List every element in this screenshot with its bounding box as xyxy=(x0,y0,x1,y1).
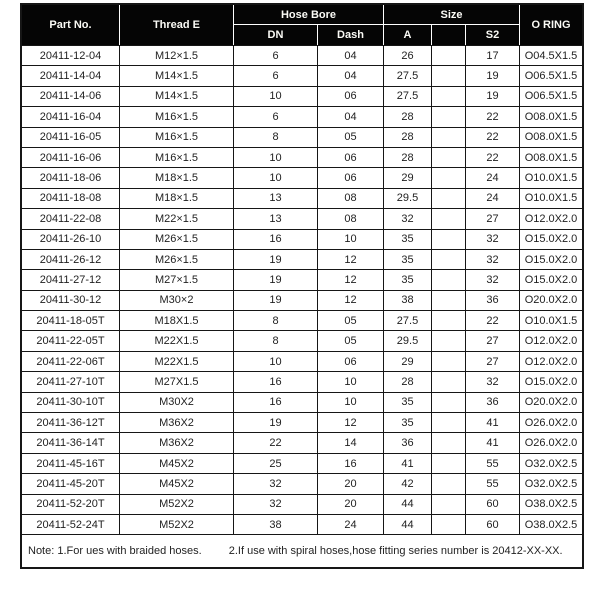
cell-dn: 13 xyxy=(234,188,318,208)
table-row xyxy=(22,229,582,249)
cell-o_ring: O08.0X1.5 xyxy=(520,147,582,167)
cell-a: 26 xyxy=(384,45,432,65)
cell-size_mid xyxy=(432,45,466,65)
cell-o_ring: O20.0X2.0 xyxy=(520,290,582,310)
cell-a: 44 xyxy=(384,514,432,534)
cell-part_no: 20411-36-14T xyxy=(22,432,120,452)
cell-size_mid xyxy=(432,127,466,147)
cell-dash: 05 xyxy=(318,330,384,350)
table-row xyxy=(22,330,582,350)
cell-part_no: 20411-26-12 xyxy=(22,249,120,269)
cell-dash: 10 xyxy=(318,229,384,249)
cell-s2: 19 xyxy=(466,86,520,106)
cell-a: 28 xyxy=(384,127,432,147)
header-dn: DN xyxy=(234,25,318,45)
cell-a: 44 xyxy=(384,494,432,514)
cell-o_ring: O04.5X1.5 xyxy=(520,45,582,65)
cell-size_mid xyxy=(432,249,466,269)
table-row xyxy=(22,290,582,310)
cell-dash: 10 xyxy=(318,371,384,391)
cell-s2: 55 xyxy=(466,473,520,493)
cell-dash: 12 xyxy=(318,249,384,269)
cell-o_ring: O15.0X2.0 xyxy=(520,249,582,269)
table-row xyxy=(22,310,582,330)
table-row xyxy=(22,65,582,85)
cell-part_no: 20411-16-04 xyxy=(22,106,120,126)
cell-size_mid xyxy=(432,229,466,249)
cell-part_no: 20411-18-08 xyxy=(22,188,120,208)
cell-o_ring: O08.0X1.5 xyxy=(520,106,582,126)
cell-part_no: 20411-14-04 xyxy=(22,65,120,85)
cell-s2: 55 xyxy=(466,453,520,473)
header-size-mid xyxy=(432,25,466,45)
cell-s2: 22 xyxy=(466,106,520,126)
table-row xyxy=(22,432,582,452)
cell-o_ring: O38.0X2.5 xyxy=(520,494,582,514)
cell-dash: 06 xyxy=(318,147,384,167)
cell-part_no: 20411-18-05T xyxy=(22,310,120,330)
cell-dn: 6 xyxy=(234,45,318,65)
table-row xyxy=(22,494,582,514)
cell-dash: 14 xyxy=(318,432,384,452)
cell-o_ring: O15.0X2.0 xyxy=(520,269,582,289)
cell-thread_e: M30X2 xyxy=(120,392,234,412)
cell-dash: 16 xyxy=(318,453,384,473)
cell-thread_e: M16×1.5 xyxy=(120,106,234,126)
header-s2: S2 xyxy=(466,25,520,45)
cell-o_ring: O20.0X2.0 xyxy=(520,392,582,412)
note-item-2: 2.If use with spiral hoses,hose fitting series number is 20412-XX-XX. xyxy=(228,545,563,558)
table-row xyxy=(22,208,582,228)
note-row xyxy=(22,534,582,567)
cell-dn: 32 xyxy=(234,494,318,514)
cell-thread_e: M26×1.5 xyxy=(120,229,234,249)
cell-size_mid xyxy=(432,65,466,85)
cell-dash: 04 xyxy=(318,65,384,85)
cell-a: 27.5 xyxy=(384,86,432,106)
cell-o_ring: O15.0X2.0 xyxy=(520,371,582,391)
cell-a: 35 xyxy=(384,269,432,289)
cell-part_no: 20411-30-10T xyxy=(22,392,120,412)
cell-part_no: 20411-45-16T xyxy=(22,453,120,473)
cell-dn: 32 xyxy=(234,473,318,493)
cell-o_ring: O12.0X2.0 xyxy=(520,351,582,371)
hose-fitting-spec-table xyxy=(20,3,584,569)
table-row xyxy=(22,269,582,289)
cell-dash: 10 xyxy=(318,392,384,412)
cell-part_no: 20411-14-06 xyxy=(22,86,120,106)
cell-s2: 32 xyxy=(466,229,520,249)
cell-o_ring: O38.0X2.5 xyxy=(520,514,582,534)
cell-thread_e: M18×1.5 xyxy=(120,188,234,208)
cell-a: 27.5 xyxy=(384,310,432,330)
header-o-ring: O RING xyxy=(520,5,582,45)
cell-o_ring: O06.5X1.5 xyxy=(520,65,582,85)
cell-thread_e: M22×1.5 xyxy=(120,208,234,228)
cell-part_no: 20411-52-24T xyxy=(22,514,120,534)
cell-part_no: 20411-12-04 xyxy=(22,45,120,65)
cell-dn: 19 xyxy=(234,269,318,289)
cell-size_mid xyxy=(432,208,466,228)
header-part-no: Part No. xyxy=(22,5,120,45)
cell-dn: 10 xyxy=(234,86,318,106)
cell-a: 27.5 xyxy=(384,65,432,85)
cell-size_mid xyxy=(432,412,466,432)
cell-thread_e: M18×1.5 xyxy=(120,167,234,187)
header-a: A xyxy=(384,25,432,45)
cell-thread_e: M52X2 xyxy=(120,494,234,514)
cell-thread_e: M36X2 xyxy=(120,412,234,432)
cell-size_mid xyxy=(432,290,466,310)
cell-dn: 25 xyxy=(234,453,318,473)
cell-o_ring: O12.0X2.0 xyxy=(520,330,582,350)
cell-dn: 16 xyxy=(234,229,318,249)
cell-dn: 19 xyxy=(234,412,318,432)
cell-dash: 06 xyxy=(318,351,384,371)
cell-part_no: 20411-26-10 xyxy=(22,229,120,249)
table-row xyxy=(22,392,582,412)
cell-a: 35 xyxy=(384,249,432,269)
cell-dash: 12 xyxy=(318,269,384,289)
table-row xyxy=(22,188,582,208)
cell-s2: 32 xyxy=(466,269,520,289)
cell-thread_e: M22X1.5 xyxy=(120,351,234,371)
cell-part_no: 20411-30-12 xyxy=(22,290,120,310)
cell-thread_e: M12×1.5 xyxy=(120,45,234,65)
note-cell xyxy=(22,534,582,567)
cell-s2: 19 xyxy=(466,65,520,85)
table-row xyxy=(22,412,582,432)
cell-thread_e: M27X1.5 xyxy=(120,371,234,391)
cell-o_ring: O32.0X2.5 xyxy=(520,453,582,473)
cell-a: 29 xyxy=(384,351,432,371)
cell-s2: 22 xyxy=(466,310,520,330)
cell-part_no: 20411-22-08 xyxy=(22,208,120,228)
cell-a: 36 xyxy=(384,432,432,452)
cell-dash: 04 xyxy=(318,45,384,65)
cell-dn: 6 xyxy=(234,106,318,126)
note-item-1: 1.For ues with braided hoses. xyxy=(57,545,202,558)
cell-dn: 38 xyxy=(234,514,318,534)
cell-o_ring: O10.0X1.5 xyxy=(520,310,582,330)
cell-s2: 32 xyxy=(466,249,520,269)
cell-s2: 60 xyxy=(466,514,520,534)
cell-dn: 10 xyxy=(234,351,318,371)
cell-dn: 16 xyxy=(234,392,318,412)
table-footer xyxy=(22,534,582,567)
table-row xyxy=(22,351,582,371)
cell-s2: 32 xyxy=(466,371,520,391)
cell-part_no: 20411-22-06T xyxy=(22,351,120,371)
table-row xyxy=(22,473,582,493)
cell-s2: 24 xyxy=(466,167,520,187)
cell-size_mid xyxy=(432,167,466,187)
cell-dn: 10 xyxy=(234,167,318,187)
cell-dash: 05 xyxy=(318,127,384,147)
cell-o_ring: O06.5X1.5 xyxy=(520,86,582,106)
table-row xyxy=(22,45,582,65)
cell-dn: 19 xyxy=(234,290,318,310)
cell-size_mid xyxy=(432,371,466,391)
cell-a: 41 xyxy=(384,453,432,473)
cell-size_mid xyxy=(432,432,466,452)
cell-dash: 24 xyxy=(318,514,384,534)
cell-o_ring: O26.0X2.0 xyxy=(520,432,582,452)
cell-thread_e: M52X2 xyxy=(120,514,234,534)
cell-s2: 22 xyxy=(466,147,520,167)
cell-s2: 36 xyxy=(466,290,520,310)
cell-size_mid xyxy=(432,106,466,126)
cell-s2: 27 xyxy=(466,208,520,228)
cell-a: 38 xyxy=(384,290,432,310)
cell-thread_e: M27×1.5 xyxy=(120,269,234,289)
cell-dn: 13 xyxy=(234,208,318,228)
cell-thread_e: M26×1.5 xyxy=(120,249,234,269)
header-group-row xyxy=(22,5,582,25)
cell-o_ring: O32.0X2.5 xyxy=(520,473,582,493)
cell-dash: 08 xyxy=(318,208,384,228)
cell-size_mid xyxy=(432,392,466,412)
cell-dash: 20 xyxy=(318,494,384,514)
cell-o_ring: O10.0X1.5 xyxy=(520,167,582,187)
cell-dash: 06 xyxy=(318,167,384,187)
header-hose-bore: Hose Bore xyxy=(234,5,384,25)
cell-thread_e: M16×1.5 xyxy=(120,147,234,167)
cell-dn: 22 xyxy=(234,432,318,452)
cell-size_mid xyxy=(432,188,466,208)
cell-a: 32 xyxy=(384,208,432,228)
cell-size_mid xyxy=(432,351,466,371)
cell-dash: 06 xyxy=(318,86,384,106)
header-thread-e: Thread E xyxy=(120,5,234,45)
cell-dash: 12 xyxy=(318,290,384,310)
cell-dn: 6 xyxy=(234,65,318,85)
cell-a: 35 xyxy=(384,229,432,249)
table-header xyxy=(22,5,582,45)
cell-thread_e: M14×1.5 xyxy=(120,65,234,85)
table-row xyxy=(22,453,582,473)
table-row xyxy=(22,514,582,534)
cell-dash: 05 xyxy=(318,310,384,330)
cell-a: 35 xyxy=(384,392,432,412)
table-row xyxy=(22,147,582,167)
cell-size_mid xyxy=(432,473,466,493)
cell-o_ring: O10.0X1.5 xyxy=(520,188,582,208)
cell-size_mid xyxy=(432,514,466,534)
cell-a: 29.5 xyxy=(384,188,432,208)
table-row xyxy=(22,106,582,126)
table-row xyxy=(22,249,582,269)
table-row xyxy=(22,371,582,391)
cell-dash: 04 xyxy=(318,106,384,126)
header-size: Size xyxy=(384,5,520,25)
cell-s2: 22 xyxy=(466,127,520,147)
cell-part_no: 20411-36-12T xyxy=(22,412,120,432)
cell-dn: 8 xyxy=(234,310,318,330)
cell-o_ring: O08.0X1.5 xyxy=(520,127,582,147)
cell-size_mid xyxy=(432,310,466,330)
cell-part_no: 20411-18-06 xyxy=(22,167,120,187)
cell-thread_e: M45X2 xyxy=(120,453,234,473)
table-row xyxy=(22,86,582,106)
cell-s2: 27 xyxy=(466,351,520,371)
cell-thread_e: M14×1.5 xyxy=(120,86,234,106)
cell-a: 42 xyxy=(384,473,432,493)
cell-dn: 8 xyxy=(234,330,318,350)
cell-dash: 08 xyxy=(318,188,384,208)
cell-o_ring: O26.0X2.0 xyxy=(520,412,582,432)
header-dash: Dash xyxy=(318,25,384,45)
cell-part_no: 20411-16-06 xyxy=(22,147,120,167)
cell-a: 29 xyxy=(384,167,432,187)
cell-size_mid xyxy=(432,86,466,106)
cell-dash: 20 xyxy=(318,473,384,493)
cell-part_no: 20411-22-05T xyxy=(22,330,120,350)
cell-s2: 41 xyxy=(466,432,520,452)
cell-dn: 19 xyxy=(234,249,318,269)
cell-a: 35 xyxy=(384,412,432,432)
table-row xyxy=(22,127,582,147)
cell-a: 28 xyxy=(384,106,432,126)
cell-o_ring: O12.0X2.0 xyxy=(520,208,582,228)
cell-thread_e: M30×2 xyxy=(120,290,234,310)
cell-thread_e: M45X2 xyxy=(120,473,234,493)
cell-o_ring: O15.0X2.0 xyxy=(520,229,582,249)
cell-s2: 41 xyxy=(466,412,520,432)
cell-size_mid xyxy=(432,147,466,167)
cell-thread_e: M36X2 xyxy=(120,432,234,452)
cell-thread_e: M16×1.5 xyxy=(120,127,234,147)
cell-part_no: 20411-27-12 xyxy=(22,269,120,289)
cell-thread_e: M18X1.5 xyxy=(120,310,234,330)
cell-part_no: 20411-16-05 xyxy=(22,127,120,147)
table-row xyxy=(22,167,582,187)
cell-dn: 16 xyxy=(234,371,318,391)
cell-dn: 8 xyxy=(234,127,318,147)
cell-size_mid xyxy=(432,453,466,473)
cell-size_mid xyxy=(432,330,466,350)
table-body xyxy=(22,45,582,534)
cell-a: 28 xyxy=(384,371,432,391)
cell-size_mid xyxy=(432,269,466,289)
cell-s2: 27 xyxy=(466,330,520,350)
cell-s2: 36 xyxy=(466,392,520,412)
cell-dash: 12 xyxy=(318,412,384,432)
cell-a: 29.5 xyxy=(384,330,432,350)
cell-part_no: 20411-45-20T xyxy=(22,473,120,493)
cell-size_mid xyxy=(432,494,466,514)
cell-part_no: 20411-52-20T xyxy=(22,494,120,514)
note-label: Note: xyxy=(28,545,55,558)
cell-s2: 17 xyxy=(466,45,520,65)
cell-a: 28 xyxy=(384,147,432,167)
cell-dn: 10 xyxy=(234,147,318,167)
cell-part_no: 20411-27-10T xyxy=(22,371,120,391)
cell-s2: 60 xyxy=(466,494,520,514)
cell-thread_e: M22X1.5 xyxy=(120,330,234,350)
cell-s2: 24 xyxy=(466,188,520,208)
